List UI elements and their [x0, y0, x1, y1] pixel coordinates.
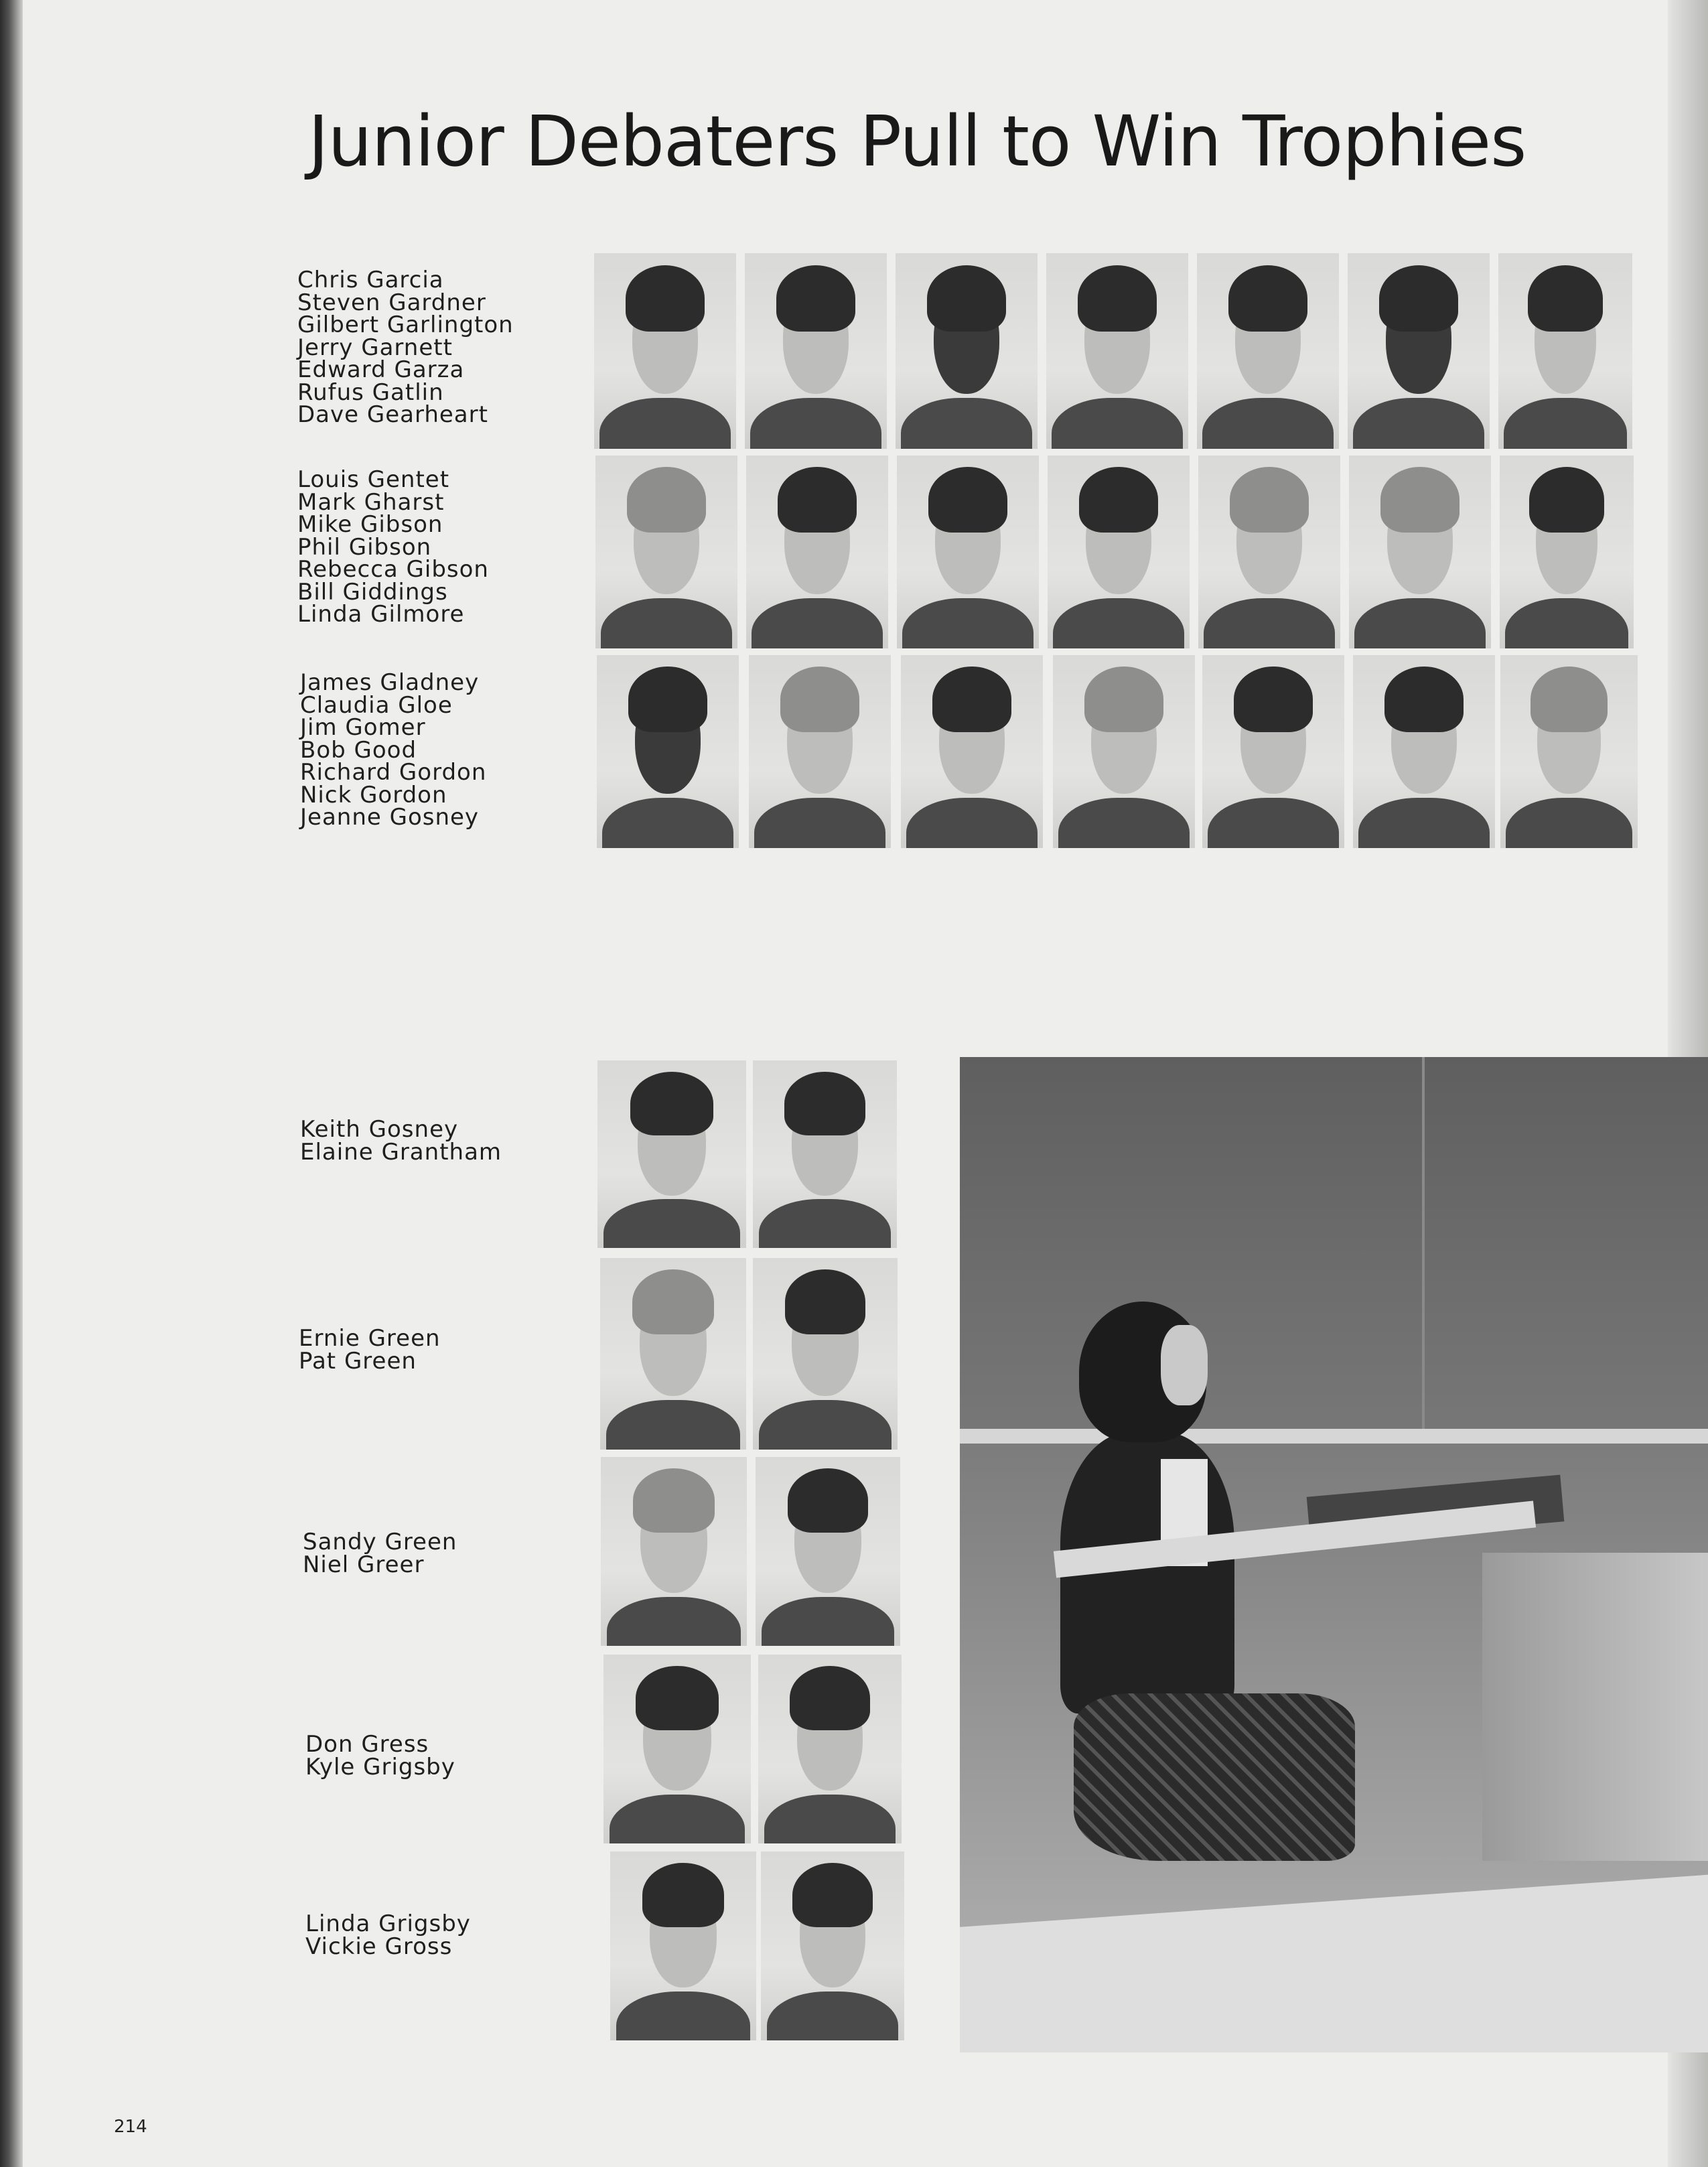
name-list-group-2: [297, 466, 489, 628]
student-portrait: [901, 655, 1043, 848]
student-portrait: [1202, 655, 1344, 848]
student-portrait: [1500, 655, 1638, 848]
student-name: Dave Gearheart: [297, 401, 488, 428]
candid-classroom-photo: [960, 1057, 1708, 2052]
chalk-tray: [960, 1429, 1708, 1444]
student-name: Mike Gibson: [297, 511, 443, 538]
student-name: Steven Gardner: [297, 289, 486, 316]
name-list-group-8: [305, 1910, 471, 1960]
name-list-group-6: [303, 1531, 457, 1576]
page-title: Junior Debaters Pull to Win Trophies: [308, 100, 1526, 182]
student-name: Jim Gomer: [300, 714, 426, 741]
student-name: Richard Gordon: [300, 759, 487, 786]
student-name: Mark Gharst: [297, 488, 445, 516]
student-portrait: [1500, 456, 1634, 648]
name-list-group-3: [300, 669, 487, 831]
student-portrait: [1053, 655, 1195, 848]
name-list-group-5: [299, 1325, 441, 1375]
name-list-group-7: [305, 1731, 455, 1780]
student-portrait: [753, 1258, 898, 1450]
student-portrait: [1349, 456, 1491, 648]
student-name: Bob Good: [300, 736, 417, 764]
student-name: Phil Gibson: [297, 533, 432, 561]
student-portrait: [1353, 655, 1495, 848]
student-portrait: [745, 253, 887, 449]
student-name: Gilbert Garlington: [297, 311, 514, 338]
student-name: Linda Gilmore: [297, 601, 465, 628]
student-name: Kyle Grigsby: [305, 1753, 455, 1780]
student-name: Edward Garza: [297, 356, 465, 383]
student-name: Louis Gentet: [297, 466, 450, 493]
student-portrait: [594, 253, 736, 449]
name-list-group-4: [300, 1116, 502, 1166]
student-portrait: [753, 1060, 897, 1248]
student-name: Don Gress: [305, 1731, 429, 1758]
student-portrait: [597, 1060, 746, 1248]
student-name: Elaine Grantham: [300, 1138, 502, 1166]
student-portrait: [1048, 456, 1190, 648]
student-name: Claudia Gloe: [300, 691, 453, 719]
student-name: Bill Giddings: [297, 578, 448, 606]
student-name: Linda Grigsby: [305, 1910, 471, 1937]
student-portrait: [761, 1851, 904, 2040]
student-portrait: [603, 1655, 751, 1843]
student-portrait: [610, 1851, 756, 2040]
student-portrait: [897, 456, 1039, 648]
student-portrait: [595, 456, 737, 648]
student-name: Chris Garcia: [297, 267, 444, 293]
student-portrait: [600, 1258, 746, 1450]
chalkboard: [960, 1057, 1708, 1432]
student-portrait: [756, 1457, 900, 1646]
student-name: Rebecca Gibson: [297, 556, 489, 583]
name-list-group-1: [297, 269, 514, 427]
student-name: James Gladney: [300, 669, 480, 696]
student-name: Sandy Green: [303, 1529, 457, 1555]
student-portrait: [746, 456, 888, 648]
student-portrait: [1498, 253, 1632, 449]
student-name: Nick Gordon: [300, 781, 447, 809]
student-portrait: [1197, 253, 1339, 449]
student-name: Keith Gosney: [300, 1116, 459, 1143]
student-portrait: [1348, 253, 1490, 449]
lectern: [1482, 1553, 1708, 1861]
student-name: Pat Green: [299, 1347, 417, 1375]
student-portrait: [758, 1655, 902, 1843]
student-name: Vickie Gross: [305, 1933, 453, 1960]
student-name: Rufus Gatlin: [297, 378, 444, 406]
page-number: 214: [114, 2117, 147, 2137]
student-name: Niel Greer: [303, 1551, 425, 1578]
student-name: Jeanne Gosney: [300, 804, 480, 831]
student-portrait: [1198, 456, 1340, 648]
student-portrait: [601, 1457, 747, 1646]
student-portrait: [749, 655, 891, 848]
student-portrait: [597, 655, 739, 848]
student-name: Ernie Green: [299, 1325, 441, 1352]
student-portrait: [896, 253, 1038, 449]
student-portrait: [1046, 253, 1188, 449]
binding-gutter: [0, 0, 23, 2167]
student-name: Jerry Garnett: [297, 334, 453, 361]
